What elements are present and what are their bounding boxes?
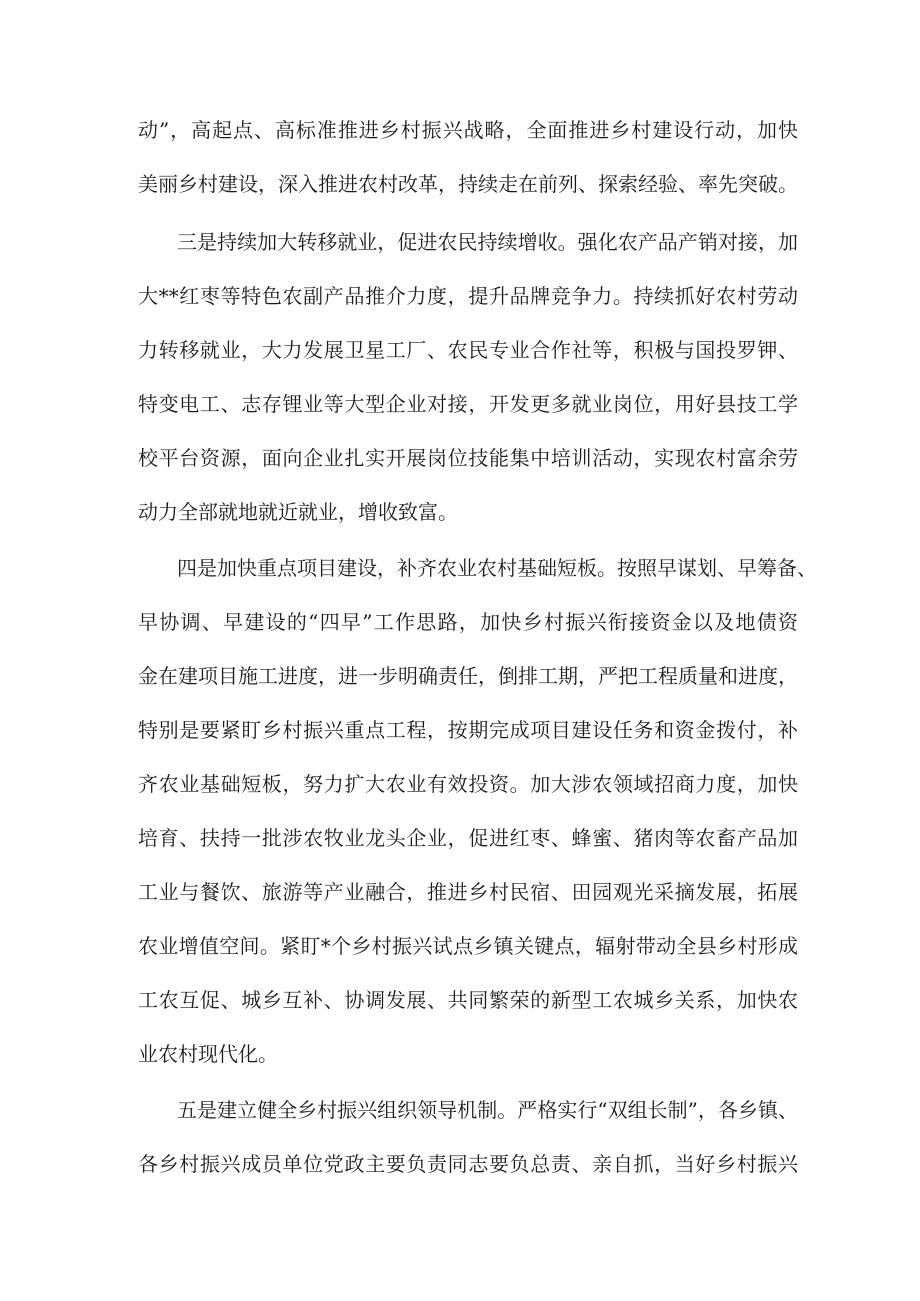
paragraph-3-line-9: 工农互促、城乡互补、协调发展、共同繁荣的新型工农城乡关系，加快农 (138, 988, 798, 1012)
paragraph-3-line-8: 农业增值空间。紧盯*个乡村振兴试点乡镇关键点，辐射带动全县乡村形成 (138, 934, 798, 958)
paragraph-3-line-7: 工业与餐饮、旅游等产业融合，推进乡村民宿、田园观光采摘发展，拓展 (138, 880, 798, 904)
paragraph-1-line-1: 动”，高起点、高标准推进乡村振兴战略，全面推进乡村建设行动，加快 (138, 118, 798, 142)
paragraph-3-line-10: 业农村现代化。 (138, 1042, 278, 1066)
paragraph-3-line-2: 早协调、早建设的“四早”工作思路，加快乡村振兴衔接资金以及地债资 (138, 610, 798, 634)
paragraph-3-line-1: 四是加快重点项目建设，补齐农业农村基础短板。按照早谋划、早筹备、 (177, 556, 817, 580)
paragraph-2-line-1: 三是持续加大转移就业，促进农民持续增收。强化农产品产销对接，加 (177, 230, 798, 254)
paragraph-4-line-2: 各乡村振兴成员单位党政主要负责同志要负总责、亲自抓，当好乡村振兴 (138, 1152, 798, 1176)
paragraph-2-line-3: 力转移就业，大力发展卫星工厂、农民专业合作社等，积极与国投罗钾、 (138, 338, 798, 362)
paragraph-3-line-4: 特别是要紧盯乡村振兴重点工程，按期完成项目建设任务和资金拨付，补 (138, 718, 798, 742)
paragraph-2-line-4: 特变电工、志存锂业等大型企业对接，开发更多就业岗位，用好县技工学 (138, 392, 798, 416)
paragraph-3-line-5: 齐农业基础短板，努力扩大农业有效投资。加大涉农领域招商力度，加快 (138, 772, 798, 796)
paragraph-2-line-5: 校平台资源，面向企业扎实开展岗位技能集中培训活动，实现农村富余劳 (138, 446, 798, 470)
paragraph-2-line-2: 大**红枣等特色农副产品推介力度，提升品牌竞争力。持续抓好农村劳动 (138, 284, 798, 308)
paragraph-2-line-6: 动力全部就地就近就业，增收致富。 (138, 500, 458, 524)
paragraph-3-line-6: 培育、扶持一批涉农牧业龙头企业，促进红枣、蜂蜜、猪肉等农畜产品加 (138, 826, 798, 850)
paragraph-4-line-1: 五是建立健全乡村振兴组织领导机制。严格实行“双组长制”，各乡镇、 (177, 1098, 798, 1122)
paragraph-3-line-3: 金在建项目施工进度，进一步明确责任，倒排工期，严把工程质量和进度， (138, 664, 798, 688)
paragraph-1-line-2: 美丽乡村建设，深入推进农村改革，持续走在前列、探索经验、率先突破。 (138, 172, 798, 196)
